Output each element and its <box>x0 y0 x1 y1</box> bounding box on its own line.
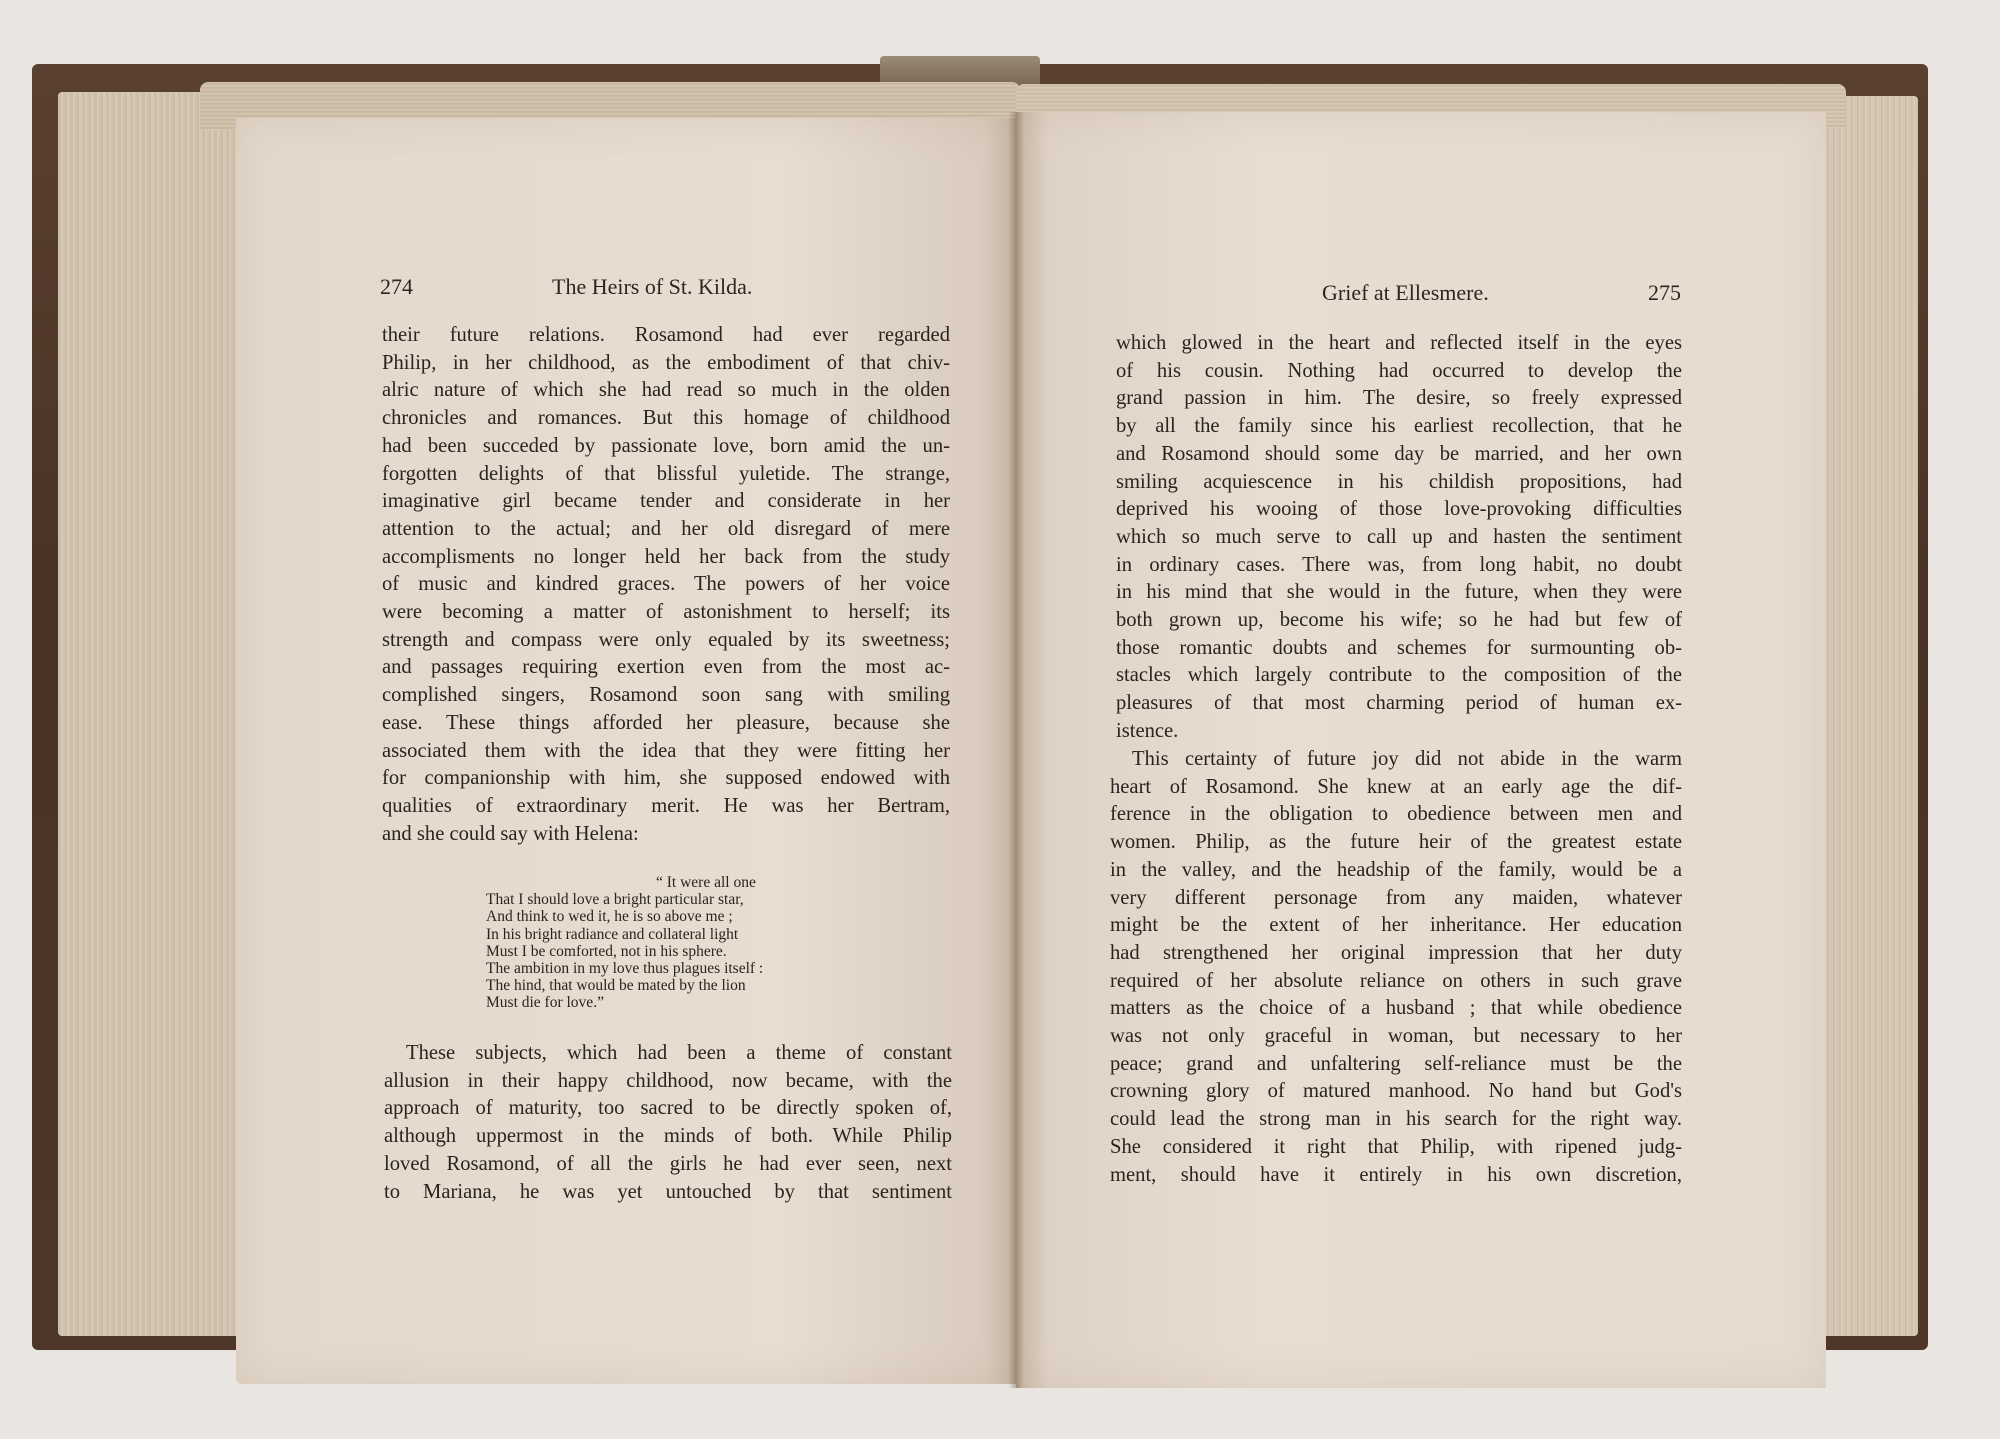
text-line: Philip, in her childhood, as the embodiment of that chiv- <box>382 351 950 374</box>
text-line: in ordinary cases. There was, from long habit, no doubt <box>1116 553 1682 576</box>
verse-line: The ambition in my love thus plagues itself : <box>486 960 764 978</box>
left-paragraph-1 <box>382 322 950 848</box>
text-line: ference in the obligation to obedience between men and <box>1110 803 1682 826</box>
text-line: both grown up, become his wife; so he had but few of <box>1116 609 1682 632</box>
text-line: istence. <box>1116 719 1179 742</box>
text-line: by all the family since his earliest recollection, that he <box>1116 415 1682 438</box>
text-line: associated them with the idea that they were fitting her <box>382 739 950 762</box>
text-line: was not only graceful in woman, but necessary to her <box>1110 1025 1682 1048</box>
text-line: imaginative girl became tender and considerate in her <box>382 490 950 513</box>
text-line: She considered it right that Philip, with ripened judg- <box>1110 1135 1682 1158</box>
page-number-right: 275 <box>1648 280 1681 305</box>
text-line: allusion in their happy childhood, now became, with the <box>384 1069 952 1092</box>
text-line: which glowed in the heart and reflected itself in the eyes <box>1116 332 1682 354</box>
text-line: of his cousin. Nothing had occurred to develop the <box>1116 359 1682 382</box>
text-line: pleasures of that most charming period of human ex- <box>1116 692 1682 715</box>
running-title-left: The Heirs of St. Kilda. <box>552 274 753 299</box>
text-line: peace; grand and unfaltering self-reliance must be the <box>1110 1052 1682 1075</box>
text-line: grand passion in him. The desire, so freely expressed <box>1116 387 1682 410</box>
text-line: had been succeded by passionate love, born amid the un- <box>382 434 950 457</box>
text-line: very different personage from any maiden, whatever <box>1110 886 1682 909</box>
text-line: heart of Rosamond. She knew at an early age the dif- <box>1110 775 1682 798</box>
text-line: their future relations. Rosamond had ever regarded <box>382 324 950 346</box>
text-line: crowning glory of matured manhood. No hand but God's <box>1110 1080 1682 1103</box>
text-line: forgotten delights of that blissful yuletide. The strange, <box>382 462 950 485</box>
text-line: strength and compass were only equaled by its sweetness; <box>382 628 950 651</box>
text-line: ment, should have it entirely in his own discretion, <box>1110 1163 1682 1186</box>
text-line: had strengthened her original impression that her duty <box>1110 941 1682 964</box>
text-line: women. Philip, as the future heir of the greatest estate <box>1110 831 1682 854</box>
left-paragraph-2 <box>384 1040 952 1206</box>
text-line: in his mind that she would in the future, when they were <box>1116 581 1682 604</box>
verse-line: The hind, that would be mated by the lion <box>486 977 746 995</box>
text-line: ease. These things afforded her pleasure, because she <box>382 711 950 734</box>
text-line: although uppermost in the minds of both. While Philip <box>384 1125 952 1148</box>
text-line: smiling acquiescence in his childish propositions, had <box>1116 470 1682 493</box>
text-line: stacles which largely contribute to the composition of the <box>1116 664 1682 687</box>
text-line: could lead the strong man in his search for the right way. <box>1110 1108 1682 1131</box>
text-line: those romantic doubts and schemes for surmounting ob- <box>1116 636 1682 659</box>
text-line: and passages requiring exertion even from the most ac- <box>382 656 950 679</box>
verse-line: In his bright radiance and collateral light <box>486 925 739 943</box>
text-line: loved Rosamond, of all the girls he had ever seen, next <box>384 1152 952 1175</box>
verse-line: Must I be comforted, not in his sphere. <box>486 942 727 960</box>
page-number-left: 274 <box>380 274 413 299</box>
text-line: and Rosamond should some day be married, and her own <box>1116 442 1682 465</box>
text-line: were becoming a matter of astonishment to herself; its <box>382 601 950 624</box>
right-paragraph-1 <box>1116 330 1682 746</box>
text-line: These subjects, which had been a theme of constant <box>406 1042 952 1064</box>
text-line: attention to the actual; and her old disregard of mere <box>382 517 950 540</box>
verse-line: And think to wed it, he is so above me ; <box>486 908 733 926</box>
text-line: which so much serve to call up and hasten the sentiment <box>1116 525 1682 548</box>
text-line: complished singers, Rosamond soon sang with smiling <box>382 684 950 707</box>
text-line: in the valley, and the headship of the family, would be a <box>1110 858 1682 881</box>
text-line: accomplisments no longer held her back from the study <box>382 545 950 568</box>
text-line: deprived his wooing of those love-provoking difficulties <box>1116 498 1682 521</box>
text-line: chronicles and romances. But this homage of childhood <box>382 407 950 430</box>
right-paragraph-2 <box>1110 746 1682 1189</box>
text-line: This certainty of future joy did not abide in the warm <box>1132 748 1682 770</box>
verse-line: “ It were all one <box>656 874 756 891</box>
text-line: qualities of extraordinary merit. He was her Bertram, <box>382 794 950 817</box>
book-gutter <box>1008 112 1024 1388</box>
text-line: for companionship with him, she supposed endowed with <box>382 767 950 790</box>
text-line: approach of maturity, too sacred to be directly spoken of, <box>384 1097 952 1120</box>
running-title-right: Grief at Ellesmere. <box>1322 280 1489 305</box>
text-line: and she could say with Helena: <box>382 822 639 845</box>
text-line: matters as the choice of a husband ; that while obedience <box>1110 997 1682 1020</box>
text-line: of music and kindred graces. The powers of her voice <box>382 573 950 596</box>
page-edges-left <box>58 92 258 1336</box>
text-line: to Mariana, he was yet untouched by that sentiment <box>384 1180 952 1203</box>
text-line: required of her absolute reliance on others in such grave <box>1110 969 1682 992</box>
verse-line: Must die for love.” <box>486 994 604 1012</box>
text-line: might be the extent of her inheritance. Her education <box>1110 914 1682 937</box>
verse-line: That I should love a bright particular star, <box>486 891 744 909</box>
text-line: alric nature of which she had read so much in the olden <box>382 379 950 402</box>
verse-quotation <box>486 874 763 1012</box>
